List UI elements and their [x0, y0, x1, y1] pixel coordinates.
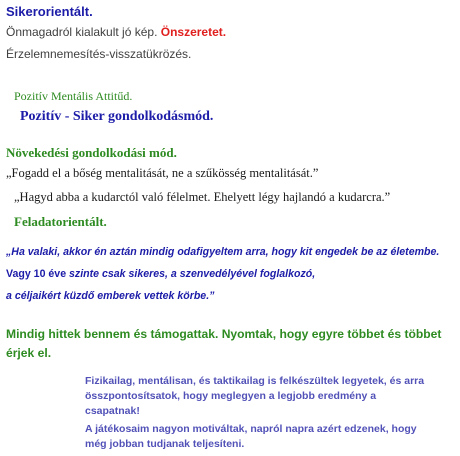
- text-fizikailag-3: csapatnak!: [85, 405, 140, 417]
- text-jatekosaim-2: még jobban tudjanak teljesíteni.: [85, 438, 245, 450]
- quote-kudarc: „Hagyd abba a kudarctól való félelmet. Ehelyett légy hajlandó a kudarcra.”: [14, 190, 391, 204]
- text-fizikailag-1: Fizikailag, mentálisan, és taktikailag is felkészültek legyetek, és arra: [85, 375, 425, 387]
- text-erzelemnemesites: Érzelemnemesítés-visszatükrözés.: [6, 47, 192, 61]
- quote-line-1: „Ha valaki, akkor én aztán mindig odafigyeltem arra, hogy kit engedek be az életembe.: [6, 246, 440, 258]
- heading-novekedesi: Növekedési gondolkodási mód.: [6, 145, 177, 160]
- heading-feladatorientalt: Feladatorientált.: [14, 214, 107, 229]
- quote-line-2-italic: szinte csak sikeres, a szenvedélyével foglalkozó,: [69, 268, 316, 280]
- text-line-self-image: [6, 25, 226, 39]
- heading-pozitiv-mentalis: Pozitív Mentális Attitűd.: [14, 89, 133, 103]
- heading-pozitiv-siker: Pozitív - Siker gondolkodásmód.: [20, 109, 214, 124]
- quote-line-2-start: Vagy 10 éve: [6, 268, 70, 280]
- quote-line-2: [6, 268, 315, 280]
- text-fizikailag-2: összpontosítsatok, hogy meglegyen a legjobb eredmény a: [85, 390, 377, 402]
- quote-boseg: „Fogadd el a bőség mentalitását, ne a szűkösség mentalitását.”: [6, 166, 319, 180]
- text-erjek-el: érjek el.: [6, 346, 52, 360]
- text-self-image: Önmagadról kialakult jó kép.: [6, 25, 161, 39]
- quote-line-3: a céljaikért küzdő emberek vettek körbe.”: [6, 290, 215, 302]
- heading-sikerorientalt: Sikerorientált.: [6, 4, 93, 19]
- text-jatekosaim-1: A játékosaim nagyon motiváltak, napról napra azért edzenek, hogy: [85, 423, 417, 435]
- text-onszeretet: Önszeretet.: [160, 25, 227, 39]
- text-mindig-hittek: Mindig hittek bennem és támogattak. Nyomtak, hogy egyre többet és többet: [6, 327, 442, 341]
